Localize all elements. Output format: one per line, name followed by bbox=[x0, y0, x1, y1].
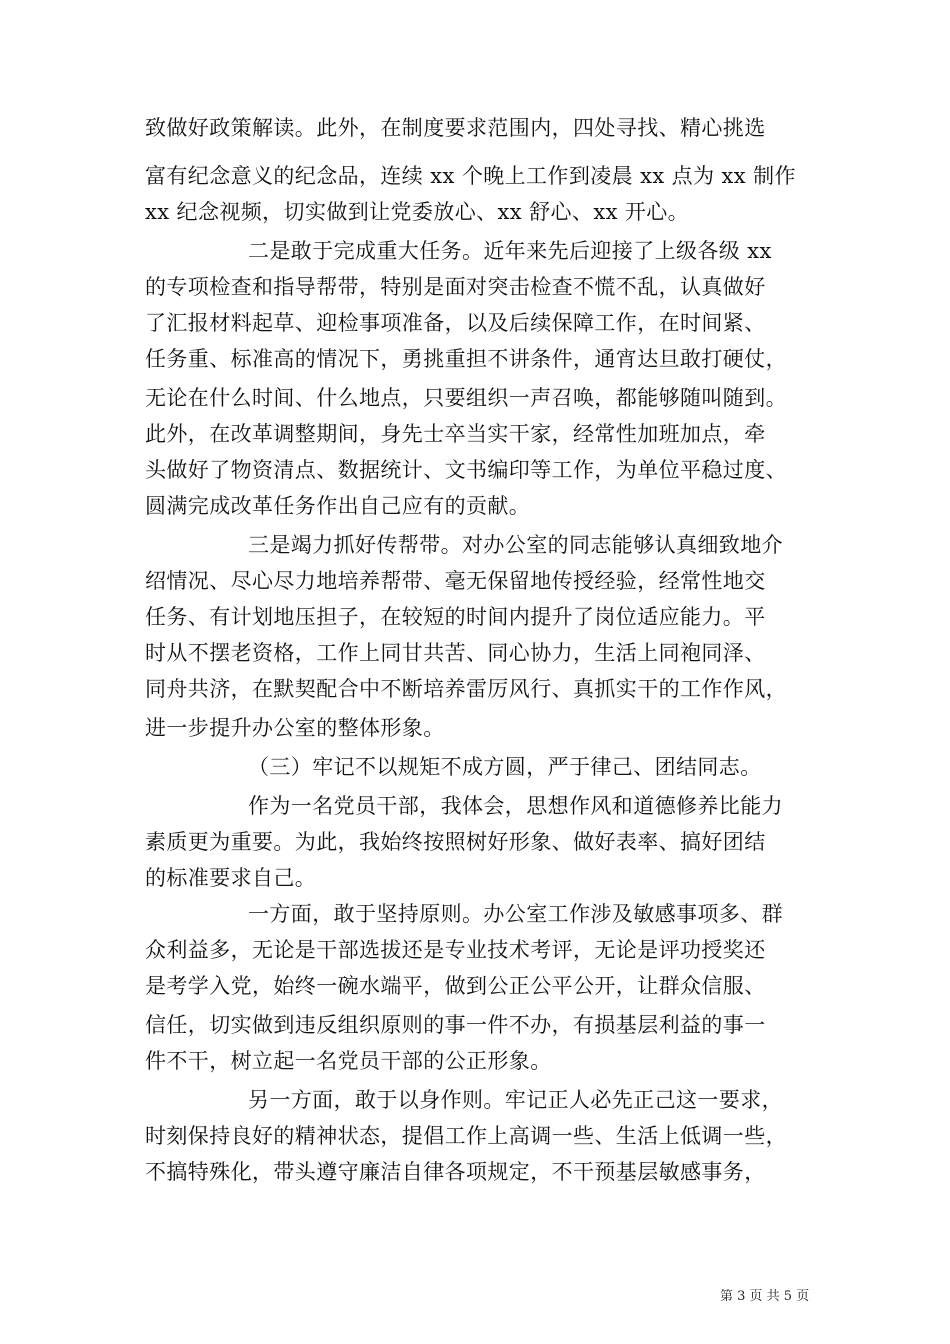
text-line: 件不干，树立起一名党员干部的公正形象。 bbox=[145, 1049, 552, 1073]
text-line: 是考学入党，始终一碗水端平，做到公正公平公开，让群众信服、 bbox=[145, 974, 766, 998]
paragraph-first-line: 另一方面，敢于以身作则。牢记正人必先正己这一要求， bbox=[248, 1088, 783, 1112]
text-line: 无论在什么时间、什么地点，只要组织一声召唤，都能够随叫随到。 bbox=[145, 386, 787, 410]
text-line: 绍情况、尽心尽力地培养帮带、毫无保留地传授经验，经常性地交 bbox=[145, 569, 766, 593]
text-line: 素质更为重要。为此，我始终按照树好形象、做好表率、搞好团结 bbox=[145, 830, 766, 854]
text-line: 圆满完成改革任务作出自己应有的贡献。 bbox=[145, 494, 531, 518]
text-line: 的专项检查和指导帮带，特别是面对突击检查不慌不乱，认真做好 bbox=[145, 275, 766, 299]
text-line: 信任，切实做到违反组织原则的事一件不办，有损基层利益的事一 bbox=[145, 1013, 766, 1037]
paragraph-first-line: 作为一名党员干部，我体会，思想作风和道德修养比能力 bbox=[248, 794, 783, 818]
text-line: 致做好政策解读。此外，在制度要求范围内，四处寻找、精心挑选 bbox=[145, 116, 766, 140]
text-line: 时刻保持良好的精神状态，提倡工作上高调一些、生活上低调一些， bbox=[145, 1124, 787, 1148]
text-line: 进一步提升办公室的整体形象。 bbox=[145, 716, 445, 740]
text-line: 头做好了物资清点、数据统计、文书编印等工作，为单位平稳过度、 bbox=[145, 458, 787, 482]
text-line: 任务、有计划地压担子，在较短的时间内提升了岗位适应能力。平 bbox=[145, 605, 766, 629]
text-line: 时从不摆老资格，工作上同甘共苦、同心协力，生活上同袍同泽、 bbox=[145, 641, 766, 665]
text-line: 富有纪念意义的纪念品，连续 xx 个晚上工作到凌晨 xx 点为 xx 制作 bbox=[145, 164, 796, 188]
paragraph-first-line: 二是敢于完成重大任务。近年来先后迎接了上级各级 xx bbox=[248, 239, 772, 263]
paragraph-first-line: 一方面，敢于坚持原则。办公室工作涉及敏感事项多、群 bbox=[248, 902, 783, 926]
text-line: 此外，在改革调整期间，身先士卒当实干家，经常性加班加点，牵 bbox=[145, 422, 766, 446]
text-line: 不搞特殊化，带头遵守廉洁自律各项规定，不干预基层敏感事务， bbox=[145, 1160, 766, 1184]
text-line: 的标准要求自己。 bbox=[145, 866, 317, 890]
page-number-footer: 第 3 页 共 5 页 bbox=[720, 1289, 810, 1304]
text-line: xx 纪念视频，切实做到让党委放心、xx 舒心、xx 开心。 bbox=[145, 200, 690, 224]
text-line: 同舟共济，在默契配合中不断培养雷厉风行、真抓实干的工作作风， bbox=[145, 677, 787, 701]
section-heading: （三）牢记不以规矩不成方圆，严于律己、团结同志。 bbox=[248, 755, 762, 779]
paragraph-first-line: 三是竭力抓好传帮带。对办公室的同志能够认真细致地介 bbox=[248, 533, 783, 557]
text-line: 了汇报材料起草、迎检事项准备，以及后续保障工作，在时间紧、 bbox=[145, 311, 766, 335]
text-line: 众利益多，无论是干部选拔还是专业技术考评，无论是评功授奖还 bbox=[145, 938, 766, 962]
text-line: 任务重、标准高的情况下，勇挑重担不讲条件，通宵达旦敢打硬仗， bbox=[145, 347, 787, 371]
